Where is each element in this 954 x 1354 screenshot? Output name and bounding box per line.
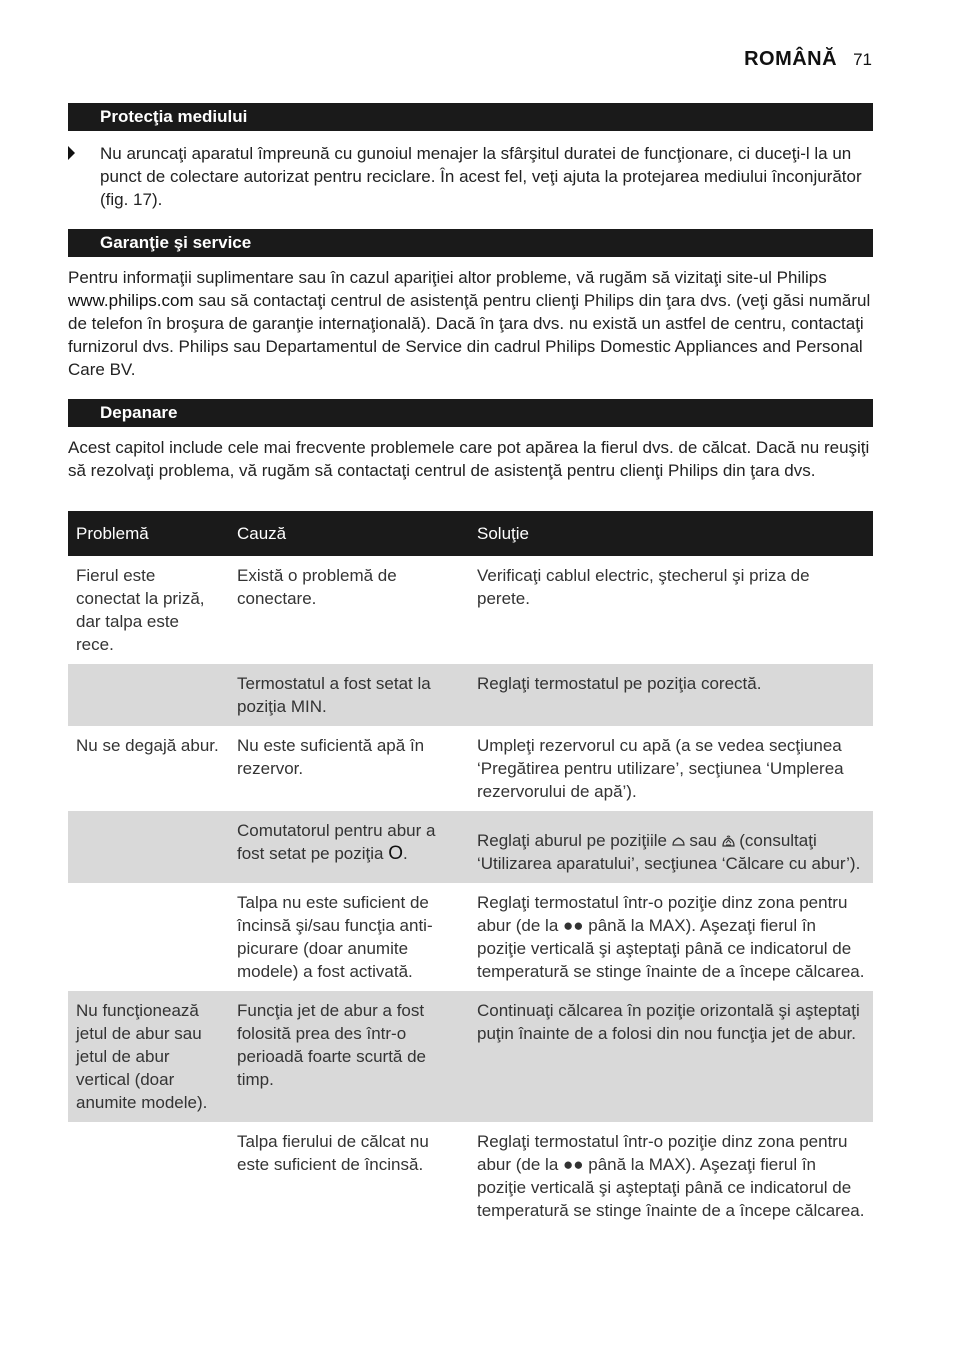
cause-cell: Funcţia jet de abur a fost folosită prea des într-o perioadă foarte scurtă de timp. bbox=[229, 991, 469, 1122]
page-header bbox=[744, 48, 872, 71]
triangle-bullet-icon bbox=[68, 146, 75, 160]
cause-cell: Talpa nu este suficient de încinsă şi/sau funcţia anti-picurare (doar anumite modele) a fost activată. bbox=[237, 893, 433, 981]
problem-cell bbox=[68, 664, 229, 726]
header-cause: Cauză bbox=[229, 511, 469, 556]
cause-text-end: . bbox=[402, 844, 408, 863]
problem-cell: Fierul este conectat la priză, dar talpa este rece. bbox=[76, 566, 205, 654]
solution-text: Reglaţi aburul pe poziţiile bbox=[477, 831, 672, 850]
cause-text: Comutatorul pentru abur a fost setat pe poziţia bbox=[237, 821, 436, 863]
problem-cell bbox=[68, 883, 229, 991]
solution-cell: Umpleţi rezervorul cu apă (a se vedea secţiunea ‘Pregătirea pentru utilizare’, secţiunea ‘Umplerea rezervorului de apă’). bbox=[477, 736, 844, 801]
table-row bbox=[68, 664, 873, 726]
table-row bbox=[68, 726, 873, 811]
language-label: ROMÂNĂ bbox=[744, 48, 838, 70]
problem-cell bbox=[68, 1122, 229, 1230]
philips-website-link[interactable]: www.philips.com bbox=[68, 291, 194, 310]
solution-text-end: (consultaţi ‘Utilizarea aparatului’, secţiunea ‘Călcare cu abur’). bbox=[477, 831, 861, 873]
solution-cell bbox=[469, 1122, 873, 1230]
table-header-row bbox=[68, 511, 873, 556]
solution-cell: Verificaţi cablul electric, ştecherul şi priza de perete. bbox=[477, 566, 810, 608]
solution-text-end: până la MAX). Aşezaţi fierul în poziţie verticală şi aşteptaţi până ce indicatorul de temperatură se stinge înainte de a începe călcarea. bbox=[477, 1155, 865, 1220]
troubleshooting-intro: Acest capitol include cele mai frecvente problemele care pot apărea la fierul dvs. de călcat. Dacă nu reuşiţi să rezolvaţi problema, vă rugăm să contactaţi centrul de asistenţă pentru clienţi Philips din ţara dvs. bbox=[68, 438, 870, 480]
table-row bbox=[68, 811, 873, 883]
dots-symbol: ●● bbox=[563, 1155, 584, 1174]
solution-cell: Reglaţi termostatul pe poziţia corectă. bbox=[469, 664, 873, 726]
steam-off-symbol: O bbox=[388, 843, 403, 864]
troubleshooting-table bbox=[68, 511, 873, 1230]
solution-text: Reglaţi termostatul într-o poziţie dinz zona pentru abur (de la bbox=[477, 893, 848, 935]
steam-low-icon bbox=[672, 835, 685, 847]
steam-high-icon bbox=[722, 835, 735, 847]
cause-cell bbox=[229, 811, 469, 883]
table-row bbox=[68, 556, 873, 664]
warranty-text-1: Pentru informaţii suplimentare sau în cazul apariţiei altor probleme, vă rugăm să vizitaţi site-ul Philips bbox=[68, 268, 827, 287]
header-problem: Problemă bbox=[68, 511, 229, 556]
cause-cell: Există o problemă de conectare. bbox=[237, 566, 397, 608]
page-number: 71 bbox=[853, 50, 872, 69]
section-title-warranty: Garanţie şi service bbox=[68, 229, 873, 257]
cause-cell: Nu este suficientă apă în rezervor. bbox=[237, 736, 425, 778]
header-solution: Soluţie bbox=[469, 511, 873, 556]
problem-cell bbox=[68, 811, 229, 883]
dots-symbol: ●● bbox=[563, 916, 584, 935]
cause-cell: Talpa fierului de călcat nu este suficient de încinsă. bbox=[237, 1132, 429, 1174]
table-row bbox=[68, 991, 873, 1122]
problem-cell: Nu funcţionează jetul de abur sau jetul de abur vertical (doar anumite modele). bbox=[68, 991, 229, 1122]
warranty-text-2: sau să contactaţi centrul de asistenţă pentru clienţi Philips din ţara dvs. (veţi găsi numărul de telefon în broşura de garanţie internaţională). Dacă în ţara dvs. nu există un astfel de centru, contactaţi furnizorul dvs. Philips sau Departamentul de Service din cadrul Philips Domestic Appliances and Personal Care BV. bbox=[68, 291, 871, 379]
table-row bbox=[68, 883, 873, 991]
environment-bullet-text: Nu aruncaţi aparatul împreună cu gunoiul menajer la sfârşitul duratei de funcţionare, ci duceţi-l la un punct de colectare autorizat pentru reciclare. În acest fel, veţi ajuta la protejarea mediului înconjurător (fig. 17). bbox=[100, 144, 862, 209]
solution-cell: Continuaţi călcarea în poziţie orizontală şi aşteptaţi puţin înainte de a folosi din nou funcţia jet de abur. bbox=[469, 991, 873, 1122]
solution-cell bbox=[469, 883, 873, 991]
solution-text: Reglaţi termostatul într-o poziţie dinz zona pentru abur (de la bbox=[477, 1132, 848, 1174]
cause-cell: Termostatul a fost setat la poziţia MIN. bbox=[229, 664, 469, 726]
solution-cell bbox=[469, 811, 873, 883]
solution-text-mid: sau bbox=[684, 831, 722, 850]
section-title-troubleshooting: Depanare bbox=[68, 399, 873, 427]
problem-cell: Nu se degajă abur. bbox=[76, 736, 219, 755]
table-row bbox=[68, 1122, 873, 1230]
warranty-paragraph bbox=[68, 266, 878, 381]
environment-bullet bbox=[68, 142, 878, 211]
solution-text-end: până la MAX). Aşezaţi fierul în poziţie verticală şi aşteptaţi până ce indicatorul de temperatură se stinge înainte de a începe călcarea. bbox=[477, 916, 865, 981]
section-title-environment: Protecţia mediului bbox=[68, 103, 873, 131]
